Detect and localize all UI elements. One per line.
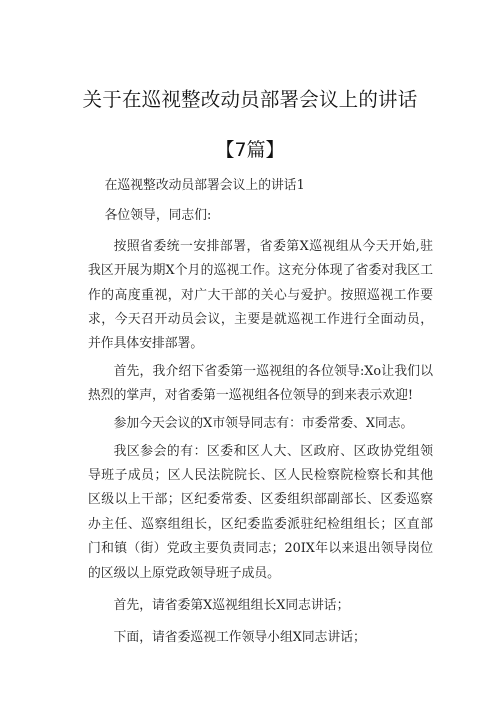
document-body <box>88 174 433 654</box>
paragraph: 首先，我介绍下省委第一巡视组的各位领导:Xo让我们以热烈的掌声，对省委第一巡视组各位领导的到来表示欢迎! <box>88 364 433 404</box>
paragraph: 首先，请省委第X巡视组组长X同志讲话； <box>113 598 350 614</box>
paragraph-salutation: 各位领导，同志们: <box>104 208 212 224</box>
paragraph-heading: 在巡视整改动员部署会议上的讲话1 <box>104 178 305 193</box>
document-subtitle: 【7篇】 <box>215 139 285 161</box>
document-title: 关于在巡视整改动员部署会议上的讲话 <box>82 88 418 111</box>
paragraph: 按照省委统一安排部署，省委第X巡视组从今天开始,驻我区开展为期X个月的巡视工作。这充分体现了省委对我区工作的高度重视，对广大干部的关心与爱护。按照巡视工作要求，今天召开动员会议，主要是就巡视工作进行全面动员，并作具体安排部署。 <box>88 238 433 352</box>
paragraph: 下面，请省委巡视工作领导小组X同志讲话； <box>113 630 366 646</box>
paragraph: 参加今天会议的X市领导同志有：市委常委、X同志。 <box>113 416 414 432</box>
paragraph: 我区参会的有：区委和区人大、区政府、区政协党组领导班子成员；区人民法院院长、区人民检察院检察长和其他区级以上干部；区纪委常委、区委组织部副部长、区委巡察办主任、巡察组组长，区纪委监委派驻纪检组组长；区直部门和镇（街）党政主要负责同志；20IX年以来退出领导岗位的区级以上原党政领导班子成员。 <box>88 443 433 581</box>
